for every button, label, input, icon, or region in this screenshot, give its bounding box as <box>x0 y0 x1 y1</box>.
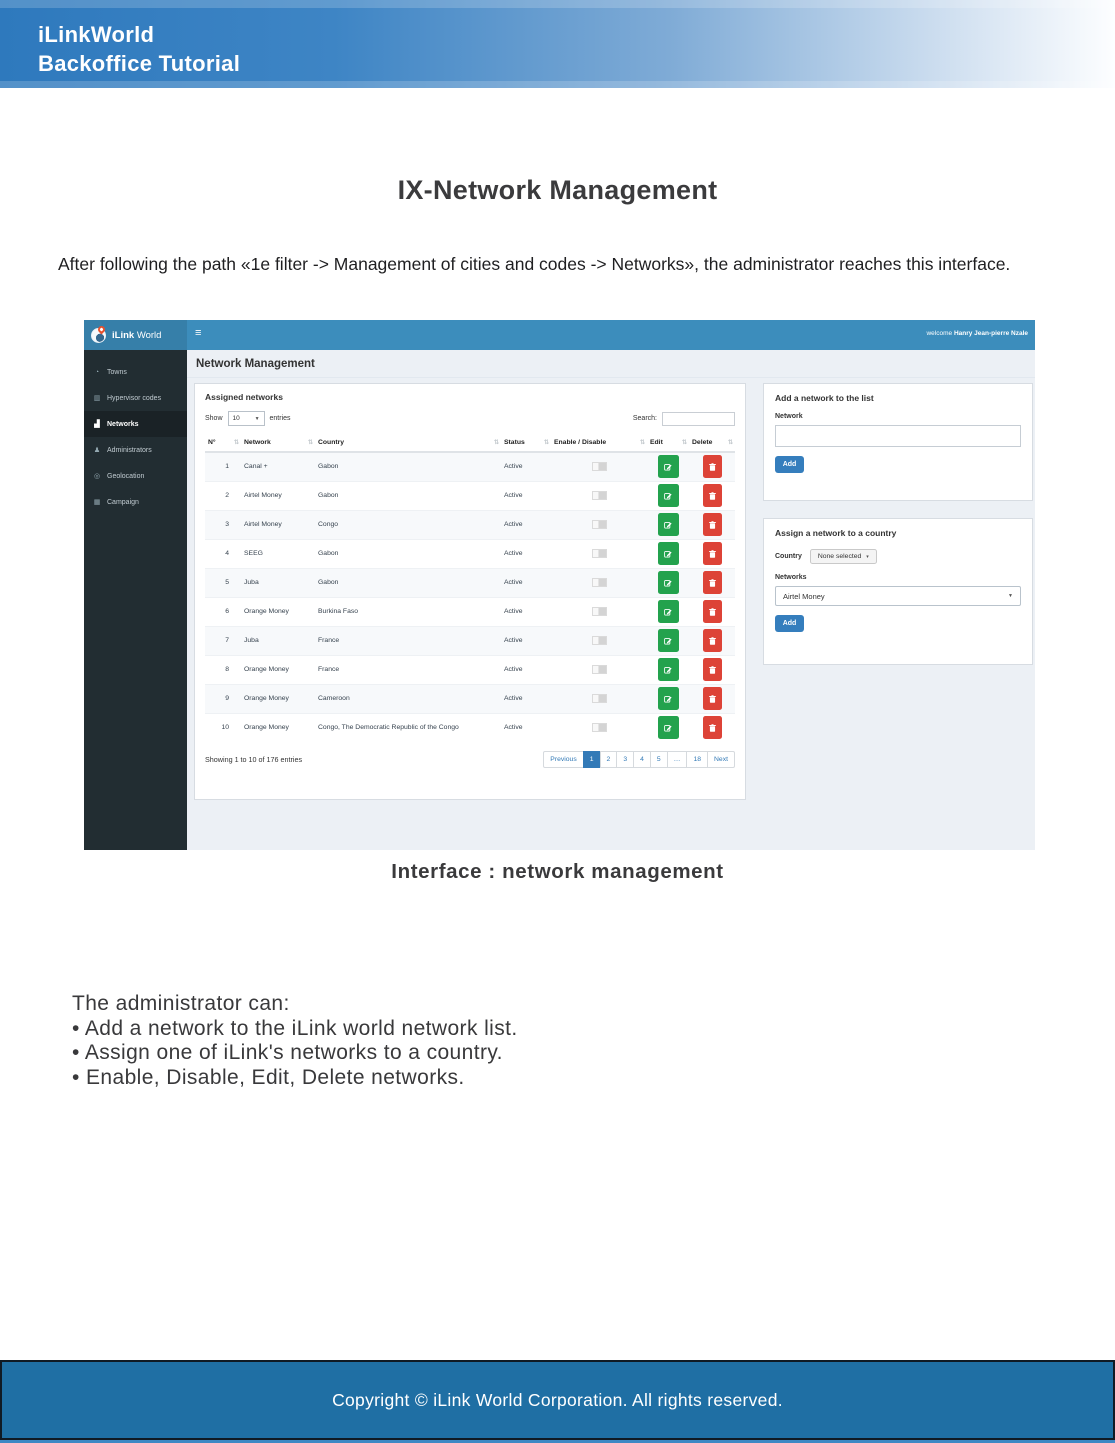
edit-cell <box>647 597 689 626</box>
row-number: 9 <box>205 684 241 713</box>
country-cell: France <box>315 626 501 655</box>
edit-button[interactable] <box>658 571 679 594</box>
document-header <box>0 0 1115 88</box>
enable-disable-cell <box>551 713 647 742</box>
page-2[interactable]: 2 <box>600 751 618 768</box>
sort-icon: ⇅ <box>543 440 549 446</box>
network-cell: Juba <box>241 626 315 655</box>
network-cell: Airtel Money <box>241 481 315 510</box>
sidebar-item-label: Networks <box>107 420 139 428</box>
copyright-text: Copyright © iLink World Corporation. All rights reserved. <box>332 1389 783 1410</box>
row-number: 3 <box>205 510 241 539</box>
delete-button[interactable] <box>703 658 722 681</box>
add-network-panel <box>763 383 1033 501</box>
signal-icon: ▟ <box>94 421 100 428</box>
enable-disable-cell <box>551 684 647 713</box>
column-header-n[interactable] <box>205 434 241 452</box>
country-cell: Congo <box>315 510 501 539</box>
edit-icon <box>664 579 672 587</box>
sidebar-item-towns[interactable] <box>84 359 187 385</box>
row-number: 6 <box>205 597 241 626</box>
edit-cell <box>647 655 689 684</box>
list-icon: ▦ <box>93 499 101 506</box>
enable-disable-cell <box>551 539 647 568</box>
enable-disable-toggle[interactable] <box>592 665 607 674</box>
table-row <box>205 684 735 713</box>
delete-button[interactable] <box>703 571 722 594</box>
row-number: 2 <box>205 481 241 510</box>
network-cell: Juba <box>241 568 315 597</box>
column-label: Delete <box>692 439 713 446</box>
country-cell: Gabon <box>315 539 501 568</box>
edit-button[interactable] <box>658 658 679 681</box>
app-content <box>187 350 1035 850</box>
sidebar-item-campaign[interactable] <box>84 489 187 515</box>
status-cell: Active <box>501 568 551 597</box>
toggle-on-half <box>599 550 605 557</box>
show-label: Show <box>205 415 223 422</box>
network-cell: Orange Money <box>241 713 315 742</box>
edit-cell <box>647 684 689 713</box>
delete-button[interactable] <box>703 687 722 710</box>
edit-icon <box>664 608 672 616</box>
column-label: Edit <box>650 439 663 446</box>
edit-cell <box>647 481 689 510</box>
welcome-text: welcome Hanry Jean-pierre Nzale <box>926 330 1028 337</box>
edit-cell <box>647 539 689 568</box>
admin-capabilities <box>72 992 518 1090</box>
user-name: Hanry Jean-pierre Nzale <box>953 330 1028 337</box>
enable-disable-toggle[interactable] <box>592 491 607 500</box>
sidebar-item-geolocation[interactable] <box>84 463 187 489</box>
sort-icon: ⇅ <box>681 440 687 446</box>
select-caret-icon: ▼ <box>254 415 260 422</box>
sidebar-item-hypervisor-codes[interactable] <box>84 385 187 411</box>
toggle-on-half <box>599 608 605 615</box>
enable-disable-cell <box>551 510 647 539</box>
edit-icon <box>664 637 672 645</box>
search-input[interactable] <box>662 412 735 426</box>
trash-icon <box>709 666 716 674</box>
edit-icon <box>664 463 672 471</box>
edit-button[interactable] <box>658 513 679 536</box>
sidebar-item-label: Administrators <box>107 446 152 454</box>
row-number: 4 <box>205 539 241 568</box>
edit-icon <box>664 492 672 500</box>
enable-disable-toggle[interactable] <box>592 723 607 732</box>
trash-icon <box>709 579 716 587</box>
admin-bullet: • Add a network to the iLink world network list. <box>72 1017 518 1042</box>
row-number: 10 <box>205 713 241 742</box>
edit-icon <box>664 724 672 732</box>
globe-icon: ◔ <box>94 368 100 376</box>
edit-icon <box>664 666 672 674</box>
country-select[interactable]: None selected ▾ <box>810 549 877 564</box>
brand-line1: iLinkWorld <box>38 22 155 47</box>
column-header-status[interactable] <box>501 434 551 452</box>
delete-button[interactable] <box>703 542 722 565</box>
network-cell: SEEG <box>241 539 315 568</box>
figure-caption: Interface : network management <box>391 860 724 883</box>
trash-icon <box>709 550 716 558</box>
sort-icon: ⇅ <box>639 440 645 446</box>
table-icon: ▥ <box>93 395 101 402</box>
enable-disable-cell <box>551 481 647 510</box>
delete-cell <box>689 539 735 568</box>
trash-icon <box>709 492 716 500</box>
delete-button[interactable] <box>703 716 722 739</box>
map-marker-icon: ◎ <box>93 473 101 480</box>
country-cell: Cameroon <box>315 684 501 713</box>
network-input[interactable] <box>775 425 1021 447</box>
edit-cell <box>647 568 689 597</box>
networks-select[interactable]: Airtel Money ▼ <box>775 586 1021 606</box>
table-row <box>205 655 735 684</box>
column-header-edit[interactable] <box>647 434 689 452</box>
delete-cell <box>689 655 735 684</box>
table-row <box>205 481 735 510</box>
admin-bullet: • Enable, Disable, Edit, Delete networks. <box>72 1066 518 1091</box>
page-next[interactable]: Next <box>707 751 735 768</box>
status-cell: Active <box>501 481 551 510</box>
status-cell: Active <box>501 684 551 713</box>
trash-icon <box>709 724 716 732</box>
delete-button[interactable] <box>703 629 722 652</box>
page-18[interactable]: 18 <box>686 751 708 768</box>
document-footer <box>0 1360 1115 1440</box>
column-label: Status <box>504 439 525 446</box>
app-logo[interactable] <box>84 320 187 350</box>
status-cell: Active <box>501 510 551 539</box>
column-header-enable-disable[interactable] <box>551 434 647 452</box>
status-cell: Active <box>501 452 551 481</box>
row-number: 8 <box>205 655 241 684</box>
table-row <box>205 568 735 597</box>
delete-cell <box>689 597 735 626</box>
enable-disable-toggle[interactable] <box>592 607 607 616</box>
hamburger-icon[interactable]: ≡ <box>195 327 202 339</box>
row-number: 5 <box>205 568 241 597</box>
row-number: 7 <box>205 626 241 655</box>
enable-disable-toggle[interactable] <box>592 636 607 645</box>
page-1[interactable]: 1 <box>583 751 601 768</box>
network-cell: Airtel Money <box>241 510 315 539</box>
toggle-on-half <box>599 521 605 528</box>
sidebar-item-label: Geolocation <box>107 472 145 480</box>
delete-cell <box>689 713 735 742</box>
edit-cell <box>647 713 689 742</box>
edit-cell <box>647 510 689 539</box>
page-3[interactable]: 3 <box>616 751 634 768</box>
enable-disable-cell <box>551 626 647 655</box>
toggle-on-half <box>599 579 605 586</box>
table-row <box>205 452 735 481</box>
trash-icon <box>709 637 716 645</box>
toggle-on-half <box>599 492 605 499</box>
edit-button[interactable] <box>658 455 679 478</box>
delete-cell <box>689 452 735 481</box>
edit-icon <box>664 695 672 703</box>
delete-button[interactable] <box>703 513 722 536</box>
table-summary: Showing 1 to 10 of 176 entries <box>205 755 303 764</box>
edit-button[interactable] <box>658 687 679 710</box>
page-5[interactable]: 5 <box>650 751 668 768</box>
network-cell: Orange Money <box>241 655 315 684</box>
app-page-title: Network Management <box>196 358 315 370</box>
enable-disable-toggle[interactable] <box>592 578 607 587</box>
add-network-title: Add a network to the list <box>775 393 874 403</box>
edit-button[interactable] <box>658 629 679 652</box>
delete-button[interactable] <box>703 455 722 478</box>
trash-icon <box>709 695 716 703</box>
delete-cell <box>689 481 735 510</box>
table-row <box>205 626 735 655</box>
column-header-network[interactable] <box>241 434 315 452</box>
assign-add-button[interactable]: Add <box>775 615 804 632</box>
enable-disable-toggle[interactable] <box>592 549 607 558</box>
column-label: Network <box>244 439 271 446</box>
brand-line2: Backoffice Tutorial <box>38 51 241 76</box>
column-label: Enable / Disable <box>554 439 607 446</box>
enable-disable-toggle[interactable] <box>592 462 607 471</box>
toggle-on-half <box>599 637 605 644</box>
row-number: 1 <box>205 452 241 481</box>
edit-icon <box>664 521 672 529</box>
edit-icon <box>664 550 672 558</box>
sort-icon: ⇅ <box>233 440 239 446</box>
table-row <box>205 597 735 626</box>
page-4[interactable]: 4 <box>633 751 651 768</box>
enable-disable-toggle[interactable] <box>592 520 607 529</box>
networks-table <box>205 434 735 742</box>
column-label: N° <box>208 439 216 446</box>
table-row <box>205 713 735 742</box>
country-cell: Gabon <box>315 568 501 597</box>
caret-down-icon: ▾ <box>866 553 869 560</box>
admin-heading: The administrator can: <box>72 992 290 1015</box>
sort-icon: ⇅ <box>307 440 313 446</box>
column-label: Country <box>318 439 345 446</box>
delete-cell <box>689 568 735 597</box>
enable-disable-cell <box>551 452 647 481</box>
toggle-on-half <box>599 724 605 731</box>
sidebar-item-label: Hypervisor codes <box>107 394 162 402</box>
table-row <box>205 539 735 568</box>
country-cell: Gabon <box>315 452 501 481</box>
edit-cell <box>647 452 689 481</box>
trash-icon <box>709 463 716 471</box>
map-pin-icon <box>97 324 107 334</box>
admin-bullet: • Assign one of iLink's networks to a country. <box>72 1041 518 1066</box>
trash-icon <box>709 608 716 616</box>
app-navbar <box>84 320 1035 350</box>
network-cell: Orange Money <box>241 597 315 626</box>
sidebar-item-networks[interactable] <box>84 411 187 437</box>
status-cell: Active <box>501 597 551 626</box>
app-screenshot <box>84 320 1035 850</box>
select-caret-icon: ▼ <box>1008 593 1013 599</box>
app-logo-text: iLink World <box>112 329 162 341</box>
app-sidebar <box>84 350 187 850</box>
assigned-networks-panel <box>194 383 746 800</box>
sidebar-item-administrators[interactable] <box>84 437 187 463</box>
network-cell: Orange Money <box>241 684 315 713</box>
edit-button[interactable] <box>658 542 679 565</box>
document-title: IX-Network Management <box>397 175 718 205</box>
edit-button[interactable] <box>658 600 679 623</box>
page-[interactable]: … <box>667 751 688 768</box>
assigned-networks-title: Assigned networks <box>205 392 283 402</box>
status-cell: Active <box>501 626 551 655</box>
enable-disable-toggle[interactable] <box>592 694 607 703</box>
delete-button[interactable] <box>703 600 722 623</box>
table-row <box>205 510 735 539</box>
assign-network-panel <box>763 518 1033 665</box>
pagination <box>544 751 735 768</box>
page-previous[interactable]: Previous <box>543 751 583 768</box>
toggle-on-half <box>599 695 605 702</box>
delete-cell <box>689 510 735 539</box>
status-cell: Active <box>501 713 551 742</box>
country-cell: Congo, The Democratic Republic of the Congo <box>315 713 501 742</box>
toggle-on-half <box>599 666 605 673</box>
delete-button[interactable] <box>703 484 722 507</box>
intro-paragraph: After following the path «1e filter -> Management of cities and codes -> Networks», the administrator reaches this interface. <box>58 254 1011 274</box>
column-header-country[interactable] <box>315 434 501 452</box>
toggle-on-half <box>599 463 605 470</box>
trash-icon <box>709 521 716 529</box>
enable-disable-cell <box>551 568 647 597</box>
delete-cell <box>689 626 735 655</box>
edit-button[interactable] <box>658 716 679 739</box>
column-header-delete[interactable] <box>689 434 735 452</box>
search-label: Search: <box>632 415 657 422</box>
edit-button[interactable] <box>658 484 679 507</box>
country-label: Country <box>775 553 802 560</box>
content-header <box>187 350 1035 378</box>
status-cell: Active <box>501 655 551 684</box>
country-cell: France <box>315 655 501 684</box>
entries-label: entries <box>269 415 291 422</box>
sort-icon: ⇅ <box>727 440 733 446</box>
enable-disable-cell <box>551 655 647 684</box>
enable-disable-cell <box>551 597 647 626</box>
network-label: Network <box>775 413 803 420</box>
country-cell: Gabon <box>315 481 501 510</box>
edit-cell <box>647 626 689 655</box>
networks-label: Networks <box>775 574 807 581</box>
globe-logo-icon <box>91 328 106 343</box>
network-cell: Canal + <box>241 452 315 481</box>
delete-cell <box>689 684 735 713</box>
sort-icon: ⇅ <box>493 440 499 446</box>
add-network-button[interactable]: Add <box>775 456 804 473</box>
status-cell: Active <box>501 539 551 568</box>
user-icon: ♟ <box>93 447 101 454</box>
entries-select[interactable]: 10 ▼ <box>228 411 265 426</box>
sidebar-item-label: Towns <box>107 368 127 376</box>
country-cell: Burkina Faso <box>315 597 501 626</box>
sidebar-item-label: Campaign <box>107 498 139 506</box>
assign-network-title: Assign a network to a country <box>775 528 897 538</box>
